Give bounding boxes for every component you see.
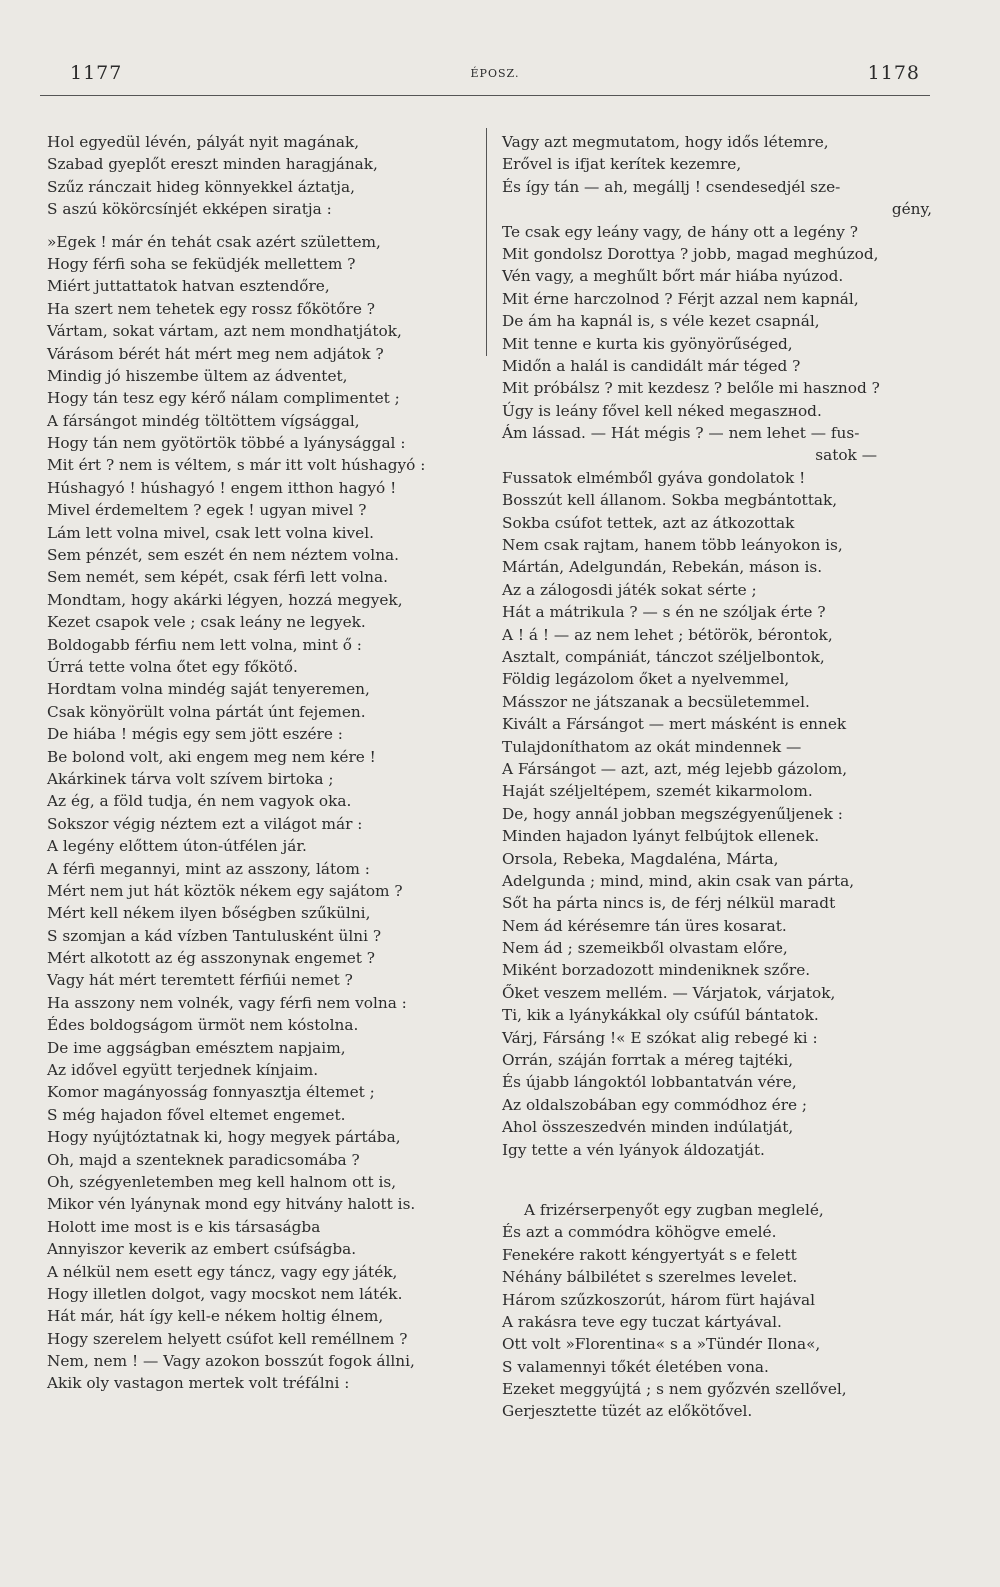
verse-line: Mártán, Adelgundán, Rebekán, máson is. bbox=[502, 558, 823, 577]
right-column-section-d bbox=[502, 1199, 932, 1423]
verse-line: A Fársángot — azt, azt, még lejebb gázolom, bbox=[502, 759, 848, 778]
verse-line: Kivált a Fársángot — mert másként is ennek bbox=[502, 715, 847, 734]
verse-line: De hiába ! mégis egy sem jött eszére : bbox=[47, 725, 343, 744]
verse-line: És így tán — ah, megállj ! csendesedjél sze- bbox=[502, 177, 841, 196]
verse-line: Hogy nyújtóztatnak ki, hogy megyek pártába, bbox=[47, 1128, 401, 1147]
verse-line: Mit gondolsz Dorottya ? jobb, magad meghúzod, bbox=[502, 244, 879, 263]
verse-line: Fenekére rakott kéngyertyát s e felett bbox=[502, 1245, 797, 1264]
verse-line: Fussatok elmémből gyáva gondolatok ! bbox=[502, 468, 806, 487]
right-column bbox=[502, 131, 932, 1423]
verse-line: Ott volt »Florentina« s a »Tündér Ilona«, bbox=[502, 1335, 821, 1354]
verse-line: S aszú kökörcsínjét ekképen siratja : bbox=[47, 200, 332, 219]
verse-line: Erővel is ifjat kerítek kezemre, bbox=[502, 155, 742, 174]
left-column bbox=[47, 131, 473, 1395]
verse-line: Az oldalszobában egy commódhoz ére ; bbox=[502, 1095, 808, 1114]
verse-line: Be bolond volt, aki engem meg nem kére ! bbox=[47, 747, 376, 766]
verse-line: Nem ád kérésemre tán üres kosarat. bbox=[502, 916, 787, 935]
verse-line: Az ég, a föld tudja, én nem vagyok oka. bbox=[47, 792, 352, 811]
verse-line: Hordtam volna mindég saját tenyeremen, bbox=[47, 680, 370, 699]
verse-line: Mivel érdemeltem ? egek ! ugyan mivel ? bbox=[47, 501, 367, 520]
verse-line: Ám lássad. — Hát mégis ? — nem lehet — fus- bbox=[502, 424, 860, 443]
verse-line: Várásom bérét hát mért meg nem adjátok ? bbox=[47, 344, 384, 363]
verse-line: Ha asszony nem volnék, vagy férfi nem volna : bbox=[47, 993, 407, 1012]
column-divider bbox=[486, 128, 487, 356]
hyphen-continuation: gény, bbox=[891, 200, 932, 219]
verse-line: Sem nemét, sem képét, csak férfi lett volna. bbox=[47, 568, 388, 587]
verse-line: Miként borzadozott mindeniknek szőre. bbox=[502, 961, 811, 980]
verse-line: Vén vagy, a meghűlt bőrt már hiába nyúzod. bbox=[502, 267, 844, 286]
verse-line: A rakásra teve egy tuczat kártyával. bbox=[502, 1312, 782, 1331]
verse-line: »Egek ! már én tehát csak azért születtem, bbox=[47, 232, 381, 251]
verse-line: Úrrá tette volna őtet egy főkötő. bbox=[47, 657, 298, 676]
verse-line: Mit ért ? nem is véltem, s már itt volt húshagyó : bbox=[47, 456, 426, 475]
verse-line: Adelgunda ; mind, mind, akin csak van párta, bbox=[502, 871, 855, 890]
right-page-number: 1178 bbox=[867, 62, 920, 84]
verse-line: Mikor vén lyánynak mond egy hitvány halott is. bbox=[47, 1195, 416, 1214]
verse-line: Nem, nem ! — Vagy azokon bosszút fogok állni, bbox=[47, 1352, 415, 1371]
verse-line: Oh, majd a szenteknek paradicsomába ? bbox=[47, 1150, 360, 1169]
right-column-section-c bbox=[502, 467, 932, 1161]
verse-line: Akik oly vastagon mertek volt tréfálni : bbox=[47, 1374, 350, 1393]
verse-line: Oh, szégyenletemben meg kell halnom ott is, bbox=[47, 1172, 397, 1191]
verse-line: Minden hajadon lyányt felbújtok ellenek. bbox=[502, 827, 820, 846]
verse-line: Ha szert nem tehetek egy rossz főkötőre ? bbox=[47, 299, 375, 318]
verse-line: Az a zálogosdi játék sokat sérte ; bbox=[502, 580, 757, 599]
verse-line: A legény előttem úton-útfélen jár. bbox=[47, 837, 307, 856]
verse-line: A fársángot mindég töltöttem vígsággal, bbox=[47, 411, 360, 430]
verse-line: A ! á ! — az nem lehet ; bétörök, bérontok, bbox=[502, 625, 833, 644]
verse-line: Sokszor végig néztem ezt a világot már : bbox=[47, 814, 363, 833]
verse-line: Hát már, hát így kell-e nékem holtig élnem, bbox=[47, 1307, 384, 1326]
verse-line: Vagy hát mért teremtett férfiúi nemet ? bbox=[47, 971, 353, 990]
verse-line: Mondtam, hogy akárki légyen, hozzá megyek, bbox=[47, 590, 403, 609]
verse-line: S még hajadon fővel eltemet engemet. bbox=[47, 1105, 346, 1124]
verse-line: De ám ha kapnál is, s véle kezet csapnál, bbox=[502, 312, 820, 331]
verse-line: Mit érne harczolnod ? Férjt azzal nem kapnál, bbox=[502, 289, 859, 308]
verse-line: Bosszút kell állanom. Sokba megbántottak, bbox=[502, 491, 838, 510]
verse-line: Húshagyó ! húshagyó ! engem itthon hagyó ! bbox=[47, 478, 397, 497]
verse-line: Szabad gyeplőt ereszt minden haragjának, bbox=[47, 155, 378, 174]
verse-line: Hogy illetlen dolgot, vagy mocskot nem láték. bbox=[47, 1284, 403, 1303]
verse-line: Mit tenne e kurta kis gyönyörűséged, bbox=[502, 334, 793, 353]
verse-line: De, hogy annál jobban megszégyenűljenek : bbox=[502, 804, 843, 823]
verse-line: Sokba csúfot tettek, azt az átkozottak bbox=[502, 513, 795, 532]
verse-line: Ti, kik a lyánykákkal oly csúfúl bántatok. bbox=[502, 1006, 819, 1025]
verse-line: Mért nem jut hát köztök nékem egy sajátom ? bbox=[47, 881, 403, 900]
verse-line: Akárkinek tárva volt szívem birtoka ; bbox=[47, 769, 334, 788]
verse-line: Te csak egy leány vagy, de hány ott a legény ? bbox=[502, 222, 858, 241]
verse-line: Annyiszor keverik az embert csúfságba. bbox=[47, 1240, 357, 1259]
left-page-number: 1177 bbox=[70, 62, 123, 84]
verse-line: Az idővel együtt terjednek kínjaim. bbox=[47, 1061, 319, 1080]
verse-line: Várj, Fársáng !« E szókat alig rebegé ki : bbox=[502, 1028, 818, 1047]
verse-line: Édes boldogságom ürmöt nem kóstolna. bbox=[47, 1016, 359, 1035]
verse-line: Ahol összeszedvén minden indúlatját, bbox=[502, 1118, 794, 1137]
verse-line: Orsola, Rebeka, Magdaléna, Márta, bbox=[502, 849, 779, 868]
verse-line: Hol egyedül lévén, pályát nyit magának, bbox=[47, 133, 360, 151]
verse-line: A nélkül nem esett egy táncz, vagy egy játék, bbox=[47, 1262, 398, 1281]
right-column-section-b bbox=[502, 221, 932, 445]
verse-line: Mit próbálsz ? mit kezdesz ? belőle mi hasznod ? bbox=[502, 379, 880, 398]
verse-line: Gerjesztette tüzét az előkötővel. bbox=[502, 1402, 753, 1421]
verse-line: Néhány bálbilétet s szerelmes levelet. bbox=[502, 1268, 798, 1287]
verse-line: Komor magányosság fonnyasztja éltemet ; bbox=[47, 1083, 375, 1102]
verse-line: Úgy is leány fővel kell néked megaszнod. bbox=[502, 401, 822, 420]
verse-line: Nem ád ; szemeikből olvastam előre, bbox=[502, 939, 788, 958]
verse-line: Három szűzkoszorút, három fürt hajával bbox=[502, 1290, 815, 1309]
verse-line: Midőn a halál is candidált már téged ? bbox=[502, 356, 801, 375]
verse-line: Mért kell nékem ilyen bőségben szűkülni, bbox=[47, 904, 371, 923]
verse-line: Sem pénzét, sem eszét én nem néztem volna. bbox=[47, 546, 400, 565]
verse-line: Szűz ránczait hideg könnyekkel áztatja, bbox=[47, 177, 356, 196]
page-header bbox=[70, 62, 920, 92]
verse-line: És újabb lángoktól lobbantatván vére, bbox=[502, 1073, 797, 1092]
verse-line: Orrán, száján forrtak a méreg tajtéki, bbox=[502, 1051, 794, 1070]
verse-line: De ime aggságban emésztem napjaim, bbox=[47, 1038, 346, 1057]
verse-line: S szomjan a kád vízben Tantulusként ülni ? bbox=[47, 926, 382, 945]
verse-line: A férfi megannyi, mint az asszony, látom : bbox=[47, 859, 370, 878]
verse-line: Lám lett volna mivel, csak lett volna kivel. bbox=[47, 523, 374, 542]
verse-line: Kezet csapok vele ; csak leány ne legyek. bbox=[47, 613, 366, 632]
verse-line: Hogy férfi soha se feküdjék mellettem ? bbox=[47, 254, 356, 273]
verse-line: Vártam, sokat vártam, azt nem mondhatjátok, bbox=[47, 322, 402, 341]
verse-line: Mért alkotott az ég asszonynak engemet ? bbox=[47, 949, 375, 968]
verse-line: Hogy tán nem gyötörtök többé a lyánysággal : bbox=[47, 434, 406, 453]
verse-line: Asztalt, compániát, tánczot széljelbontok, bbox=[502, 647, 825, 666]
hyphen-continuation: satok — bbox=[815, 446, 877, 465]
verse-line: S valamennyi tőkét életében vona. bbox=[502, 1357, 769, 1376]
verse-line: Ezeket meggyújtá ; s nem győzvén szellővel, bbox=[502, 1380, 847, 1399]
verse-line: Holott ime most is e kis társaságba bbox=[47, 1217, 321, 1236]
verse-line: Hogy szerelem helyett csúfot kell reméllnem ? bbox=[47, 1329, 408, 1348]
right-column-section-a bbox=[502, 131, 932, 198]
running-title: ÉPOSZ. bbox=[470, 67, 520, 80]
header-rule bbox=[40, 95, 930, 96]
verse-line: És azt a commódra köhögve emelé. bbox=[502, 1223, 777, 1242]
verse-line: Hogy tán tesz egy kérő nálam complimentet ; bbox=[47, 389, 400, 408]
verse-line: Hát a mátrikula ? — s én ne szóljak érte ? bbox=[502, 603, 826, 622]
verse-line: Nem csak rajtam, hanem több leányokon is, bbox=[502, 536, 843, 555]
verse-line: Földig legázolom őket a nyelvemmel, bbox=[502, 670, 790, 689]
verse-line: A frizérserpenyőt egy zugban meglelé, bbox=[524, 1200, 824, 1219]
verse-line: Őket veszem mellém. — Várjatok, várjatok, bbox=[502, 983, 836, 1002]
verse-line: Boldogabb férfiu nem lett volna, mint ő : bbox=[47, 635, 362, 654]
verse-line: Tulajdoníthatom az okát mindennek — bbox=[502, 737, 802, 756]
verse-line: Csak könyörült volna pártát únt fejemen. bbox=[47, 702, 366, 721]
verse-line: Másszor ne játszanak a becsületemmel. bbox=[502, 692, 810, 711]
verse-line: Sőt ha párta nincs is, de férj nélkül maradt bbox=[502, 894, 836, 913]
verse-line: Mindig jó hiszembe ültem az ádventet, bbox=[47, 366, 348, 385]
verse-line: Igy tette a vén lyányok áldozatját. bbox=[502, 1140, 765, 1159]
verse-line: Miért juttattatok hatvan esztendőre, bbox=[47, 277, 330, 296]
verse-line: Haját széljeltépem, szemét kikarmolom. bbox=[502, 782, 813, 801]
verse-line: Vagy azt megmutatom, hogy idős létemre, bbox=[502, 133, 829, 151]
